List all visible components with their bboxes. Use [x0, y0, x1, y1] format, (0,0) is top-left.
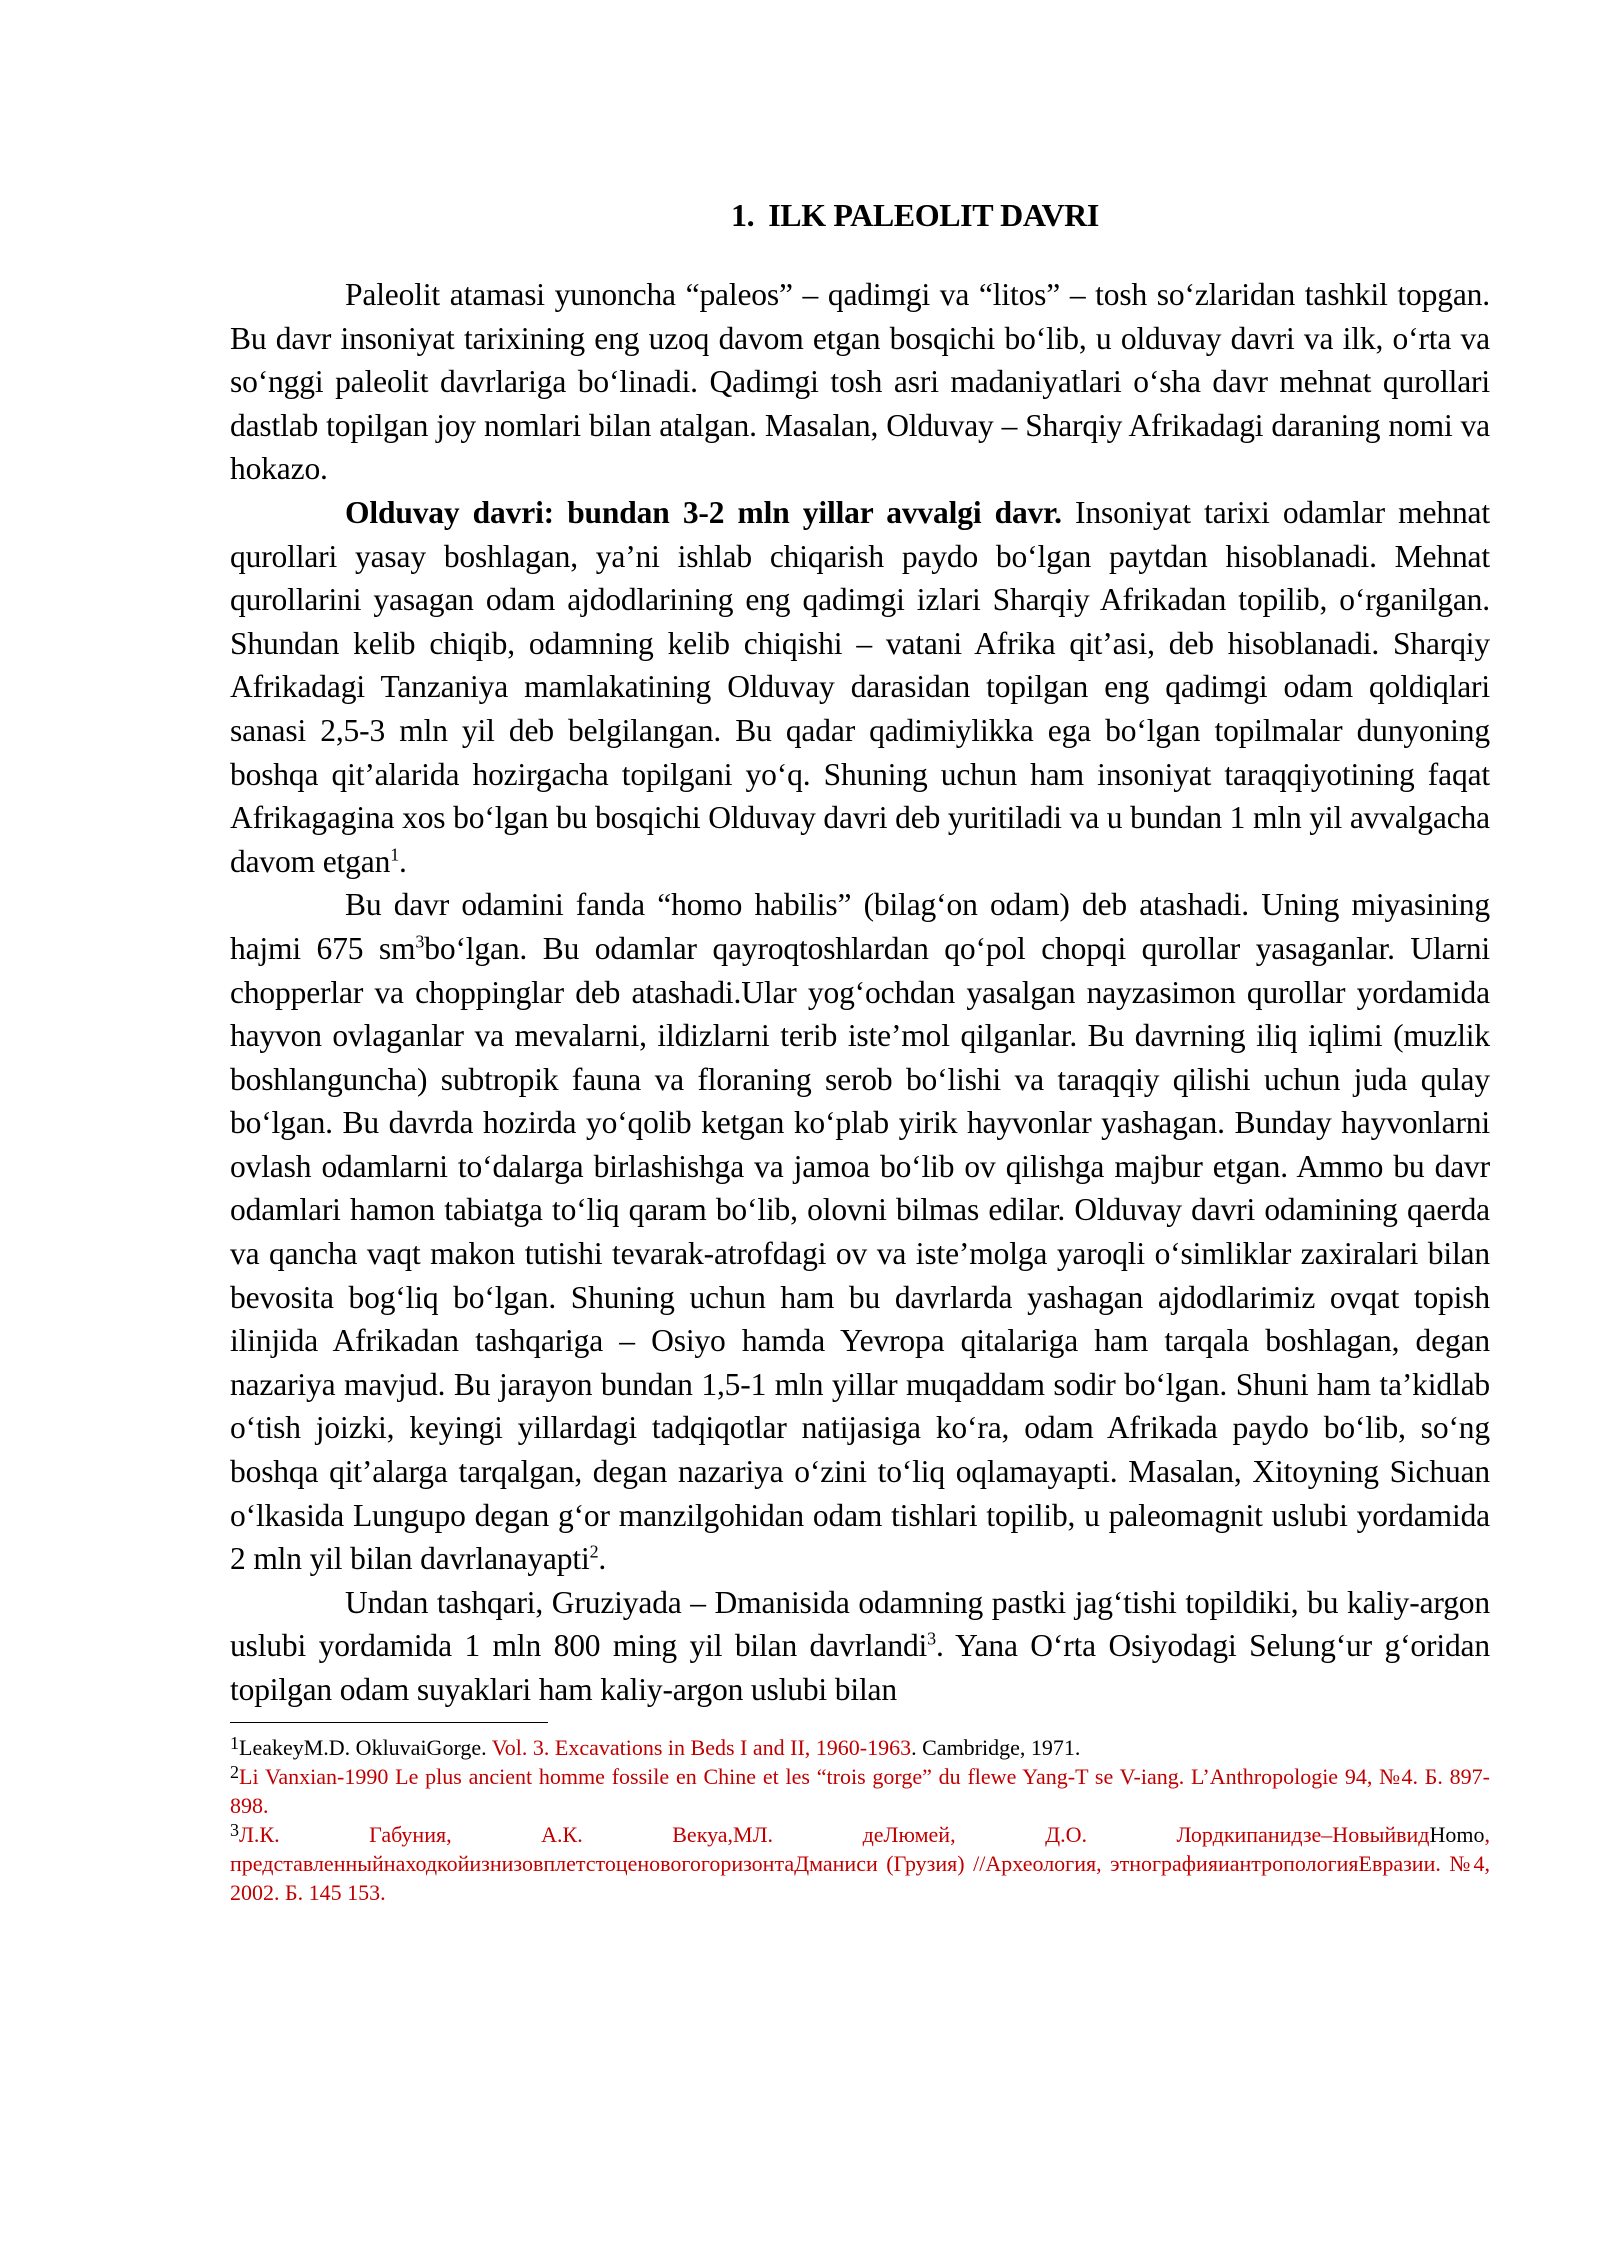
- paragraph-4: [230, 1581, 1490, 1712]
- paragraph-3-text-a: Bu davr odamini fanda “homo habilis” (bilag‘on odam) deb atashadi. Uning miyasining hajmi 675 sm: [230, 887, 1490, 966]
- footnote-3: [230, 1820, 1490, 1907]
- footnote-2: [230, 1762, 1490, 1820]
- paragraph-2-end: .: [399, 843, 407, 879]
- cubic-superscript: 3: [415, 931, 425, 952]
- section-heading: [230, 195, 1490, 235]
- footnote-1-author: LeakeyM.D. OkluvaiGorge.: [239, 1734, 492, 1760]
- footnote-2-mark: 2: [230, 1761, 239, 1782]
- paragraph-4-text-a: Undan tashqari, Gruziyada – Dmanisida odamning pastki jag‘tishi topildiki, bu kaliy-argon uslubi yordamida 1 mln 800 ming yil bilan davrlandi: [230, 1584, 1490, 1664]
- paragraph-3-text-b: bo‘lgan. Bu odamlar qayroqtoshlardan qo‘pol chopqi qurollar yasaganlar. Ularni chopperlar va choppinglar deb atashadi.Ular yog‘ochdan yasalgan nayzasimon qurollar yordamida hayvon ovlaganlar va mevalarni, ildizlarni terib iste’mol qilganlar. Bu davrning iliq iqlimi (muzlik boshlanguncha) subtropik fauna va floraning serob bo‘lishi va taraqqiy qilishi uchun juda qulay bo‘lgan. Bu davrda hozirda yo‘qolib ketgan ko‘plab yirik hayvonlar yashagan. Bunday hayvonlarni ovlash odamlarni to‘dalarga birlashishga va jamoa bo‘lib ov qilishga majbur etgan. Ammo bu davr odamlari hamon tabiatga to‘liq qaram bo‘lib, olovni bilmas edilar. Olduvay davri odamining qaerda va qancha vaqt makon tutishi tevarak-atrofdagi ov va iste’molga yaroqli o‘simliklar zaxiralari bilan bevosita bog‘liq bo‘lgan. Shuning uchun ham bu davrlarda yashagan ajdodlarimiz ovqat topish ilinjida Afrikadan tashqariga – Osiyo hamda Yevropa qitalariga ham tarqala boshlagan, degan nazariya mavjud. Bu jarayon bundan 1,5-1 mln yillar muqaddam sodir bo‘lgan. Shuni ham ta’kidlab o‘tish joizki, keyingi yillardagi tadqiqotlar natijasiga ko‘ra, odam Afrikada paydo bo‘lib, so‘ng boshqa qit’alarga tarqalgan, degan nazariya o‘zini to‘liq oqlamayapti. Masalan, Xitoyning Sichuan o‘lkasida Lungupo degan g‘or manzilgohidan odam tishlari topilib, u paleomagnit uslubi yordamida 2 mln yil bilan davrlanayapti: [230, 930, 1490, 1577]
- footnote-2-text: Li Vanxian-1990 Le plus ancient homme fossile en Chine et les “trois gorge” du flewe Yang-T se V-iang. L’Anthropologie 94, №4. Б. 897-898.: [230, 1763, 1490, 1818]
- document-page: [230, 195, 1490, 1907]
- paragraph-2-bold-lead: Olduvay davri: bundan 3-2 mln yillar avvalgi davr.: [345, 494, 1062, 530]
- paragraph-2-text: Insoniyat tarixi odamlar mehnat qurollari yasay boshlagan, ya’ni ishlab chiqarish paydo bo‘lgan paytdan hisoblanadi. Mehnat qurollarini yasagan odam ajdodlarining eng qadimgi izlari Sharqiy Afrikadan topilib, o‘rganilgan. Shundan kelib chiqib, odamning kelib chiqishi – vatani Afrika qit’asi, deb hisoblanadi. Sharqiy Afrikadagi Tanzaniya mamlakatining Olduvay darasidan topilgan eng qadimgi odam qoldiqlari sanasi 2,5-3 mln yil deb belgilangan. Bu qadar qadimiylikka ega bo‘lgan topilmalar dunyoning boshqa qit’alarida hozirgacha topilgani yo‘q. Shuning uchun ham insoniyat taraqqiyotining faqat Afrikagagina xos bo‘lgan bu bosqichi Olduvay davri deb yuritiladi va u bundan 1 mln yil avvalgacha davom etgan: [230, 494, 1490, 879]
- footnote-1-place: . Cambridge, 1971.: [911, 1734, 1081, 1760]
- footnote-ref-1: 1: [390, 844, 400, 865]
- footnote-3-text-c: , представленныйнаходкойизнизовплетстоценовогогоризонтаДманиси (Грузия) //Археология, этнографияиантропологияЕвразии. №4, 2002. Б. 145 153.: [230, 1821, 1490, 1905]
- footnotes: [230, 1733, 1490, 1907]
- footnote-3-homo: Homo: [1429, 1821, 1485, 1847]
- paragraph-3: [230, 883, 1490, 1581]
- paragraph-4-text-b: . Yana O‘rta Osiyodagi Selung‘ur g‘oridan topilgan odam suyaklari ham kaliy-argon uslubi bilan: [230, 1628, 1490, 1707]
- footnote-1-title: Vol. 3. Excavations in Beds I and II, 1960-1963: [491, 1734, 912, 1760]
- body-text: [230, 273, 1490, 1712]
- footnote-3-text-a: Л.К. Габуния, А.К. Векуа,МЛ. деЛюмей, Д.О. Лордкипанидзе–Новыйвид: [239, 1821, 1430, 1847]
- footnote-ref-3: 3: [927, 1628, 937, 1649]
- section-title: ILK PALEOLIT DAVRI: [768, 197, 1099, 233]
- paragraph-3-end: .: [598, 1541, 607, 1577]
- footnote-ref-2: 2: [589, 1541, 599, 1562]
- footnote-1-mark: 1: [230, 1732, 239, 1753]
- footnote-separator: [230, 1722, 548, 1723]
- footnote-1: [230, 1733, 1490, 1762]
- paragraph-2: [230, 491, 1490, 883]
- footnote-3-mark: 3: [230, 1819, 239, 1840]
- section-number: 1.: [731, 197, 755, 233]
- paragraph-1: Paleolit atamasi yunoncha “paleos” – qadimgi va “litos” – tosh so‘zlaridan tashkil topgan. Bu davr insoniyat tarixining eng uzoq davom etgan bosqichi bo‘lib, u olduvay davri va ilk, o‘rta va so‘nggi paleolit davrlariga bo‘linadi. Qadimgi tosh asri madaniyatlari o‘sha davr mehnat qurollari dastlab topilgan joy nomlari bilan atalgan. Masalan, Olduvay – Sharqiy Afrikadagi daraning nomi va hokazo.: [230, 277, 1490, 487]
